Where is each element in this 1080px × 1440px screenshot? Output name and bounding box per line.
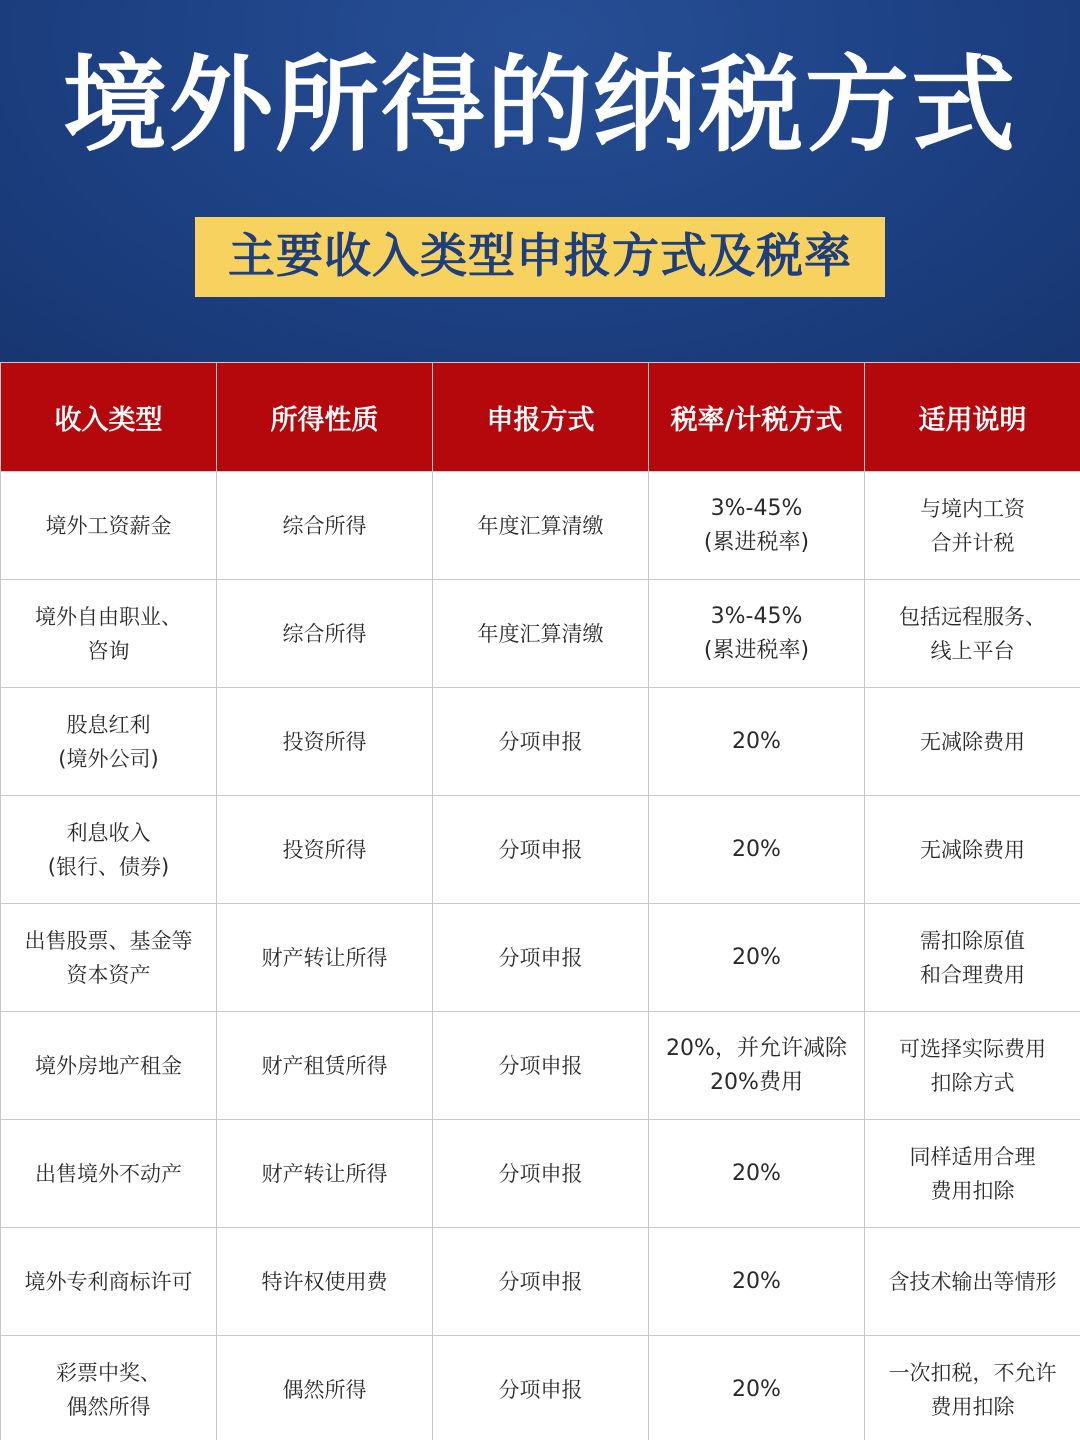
cell-tax-rate: 20% <box>649 688 865 796</box>
cell-income-nature: 投资所得 <box>217 688 433 796</box>
cell-notes: 需扣除原值 和合理费用 <box>865 904 1080 1012</box>
cell-income-nature: 财产转让所得 <box>217 1120 433 1228</box>
cell-tax-rate: 20% <box>649 796 865 904</box>
cell-filing-method: 分项申报 <box>433 1012 649 1120</box>
cell-income-type: 利息收入 (银行、债券) <box>1 796 217 904</box>
cell-tax-rate: 20% <box>649 1120 865 1228</box>
cell-tax-rate: 20% <box>649 904 865 1012</box>
cell-tax-rate: 20% <box>649 1228 865 1336</box>
cell-income-type: 境外专利商标许可 <box>1 1228 217 1336</box>
cell-income-type: 出售境外不动产 <box>1 1120 217 1228</box>
cell-income-type: 股息红利 (境外公司) <box>1 688 217 796</box>
cell-filing-method: 分项申报 <box>433 904 649 1012</box>
table-row <box>1 580 1080 688</box>
table-row <box>1 1228 1080 1336</box>
cell-notes: 无减除费用 <box>865 688 1080 796</box>
cell-income-nature: 综合所得 <box>217 580 433 688</box>
cell-notes: 与境内工资 合并计税 <box>865 472 1080 580</box>
table-row <box>1 472 1080 580</box>
cell-income-nature: 综合所得 <box>217 472 433 580</box>
table-row <box>1 1120 1080 1228</box>
header-notes: 适用说明 <box>865 363 1080 472</box>
cell-filing-method: 年度汇算清缴 <box>433 472 649 580</box>
cell-income-nature: 偶然所得 <box>217 1336 433 1440</box>
cell-notes: 可选择实际费用 扣除方式 <box>865 1012 1080 1120</box>
table-row <box>1 796 1080 904</box>
cell-income-nature: 财产租赁所得 <box>217 1012 433 1120</box>
table-row <box>1 1336 1080 1440</box>
cell-tax-rate: 20%，并允许减除 20%费用 <box>649 1012 865 1120</box>
cell-filing-method: 分项申报 <box>433 1120 649 1228</box>
header-income-nature: 所得性质 <box>217 363 433 472</box>
cell-income-type: 出售股票、基金等 资本资产 <box>1 904 217 1012</box>
table-row <box>1 1012 1080 1120</box>
header-banner <box>0 0 1080 362</box>
cell-filing-method: 分项申报 <box>433 1228 649 1336</box>
cell-income-nature: 特许权使用费 <box>217 1228 433 1336</box>
page-subtitle: 主要收入类型申报方式及税率 <box>228 229 852 284</box>
table-header-row <box>1 363 1080 472</box>
cell-tax-rate: 3%-45% (累进税率) <box>649 472 865 580</box>
header-filing-method: 申报方式 <box>433 363 649 472</box>
cell-income-type: 境外房地产租金 <box>1 1012 217 1120</box>
cell-income-nature: 财产转让所得 <box>217 904 433 1012</box>
subtitle-banner <box>195 217 885 297</box>
cell-filing-method: 分项申报 <box>433 688 649 796</box>
cell-income-type: 境外自由职业、 咨询 <box>1 580 217 688</box>
cell-notes: 包括远程服务、 线上平台 <box>865 580 1080 688</box>
header-tax-rate: 税率/计税方式 <box>649 363 865 472</box>
cell-income-type: 彩票中奖、 偶然所得 <box>1 1336 217 1440</box>
cell-income-type: 境外工资薪金 <box>1 472 217 580</box>
cell-tax-rate: 20% <box>649 1336 865 1440</box>
cell-income-nature: 投资所得 <box>217 796 433 904</box>
cell-notes: 无减除费用 <box>865 796 1080 904</box>
cell-filing-method: 分项申报 <box>433 796 649 904</box>
cell-filing-method: 分项申报 <box>433 1336 649 1440</box>
tax-table <box>0 362 1080 1440</box>
cell-filing-method: 年度汇算清缴 <box>433 580 649 688</box>
cell-notes: 含技术输出等情形 <box>865 1228 1080 1336</box>
table-row <box>1 688 1080 796</box>
header-income-type: 收入类型 <box>1 363 217 472</box>
cell-notes: 一次扣税，不允许 费用扣除 <box>865 1336 1080 1440</box>
table-row <box>1 904 1080 1012</box>
cell-tax-rate: 3%-45% (累进税率) <box>649 580 865 688</box>
page-title: 境外所得的纳税方式 <box>62 44 1017 166</box>
cell-notes: 同样适用合理 费用扣除 <box>865 1120 1080 1228</box>
